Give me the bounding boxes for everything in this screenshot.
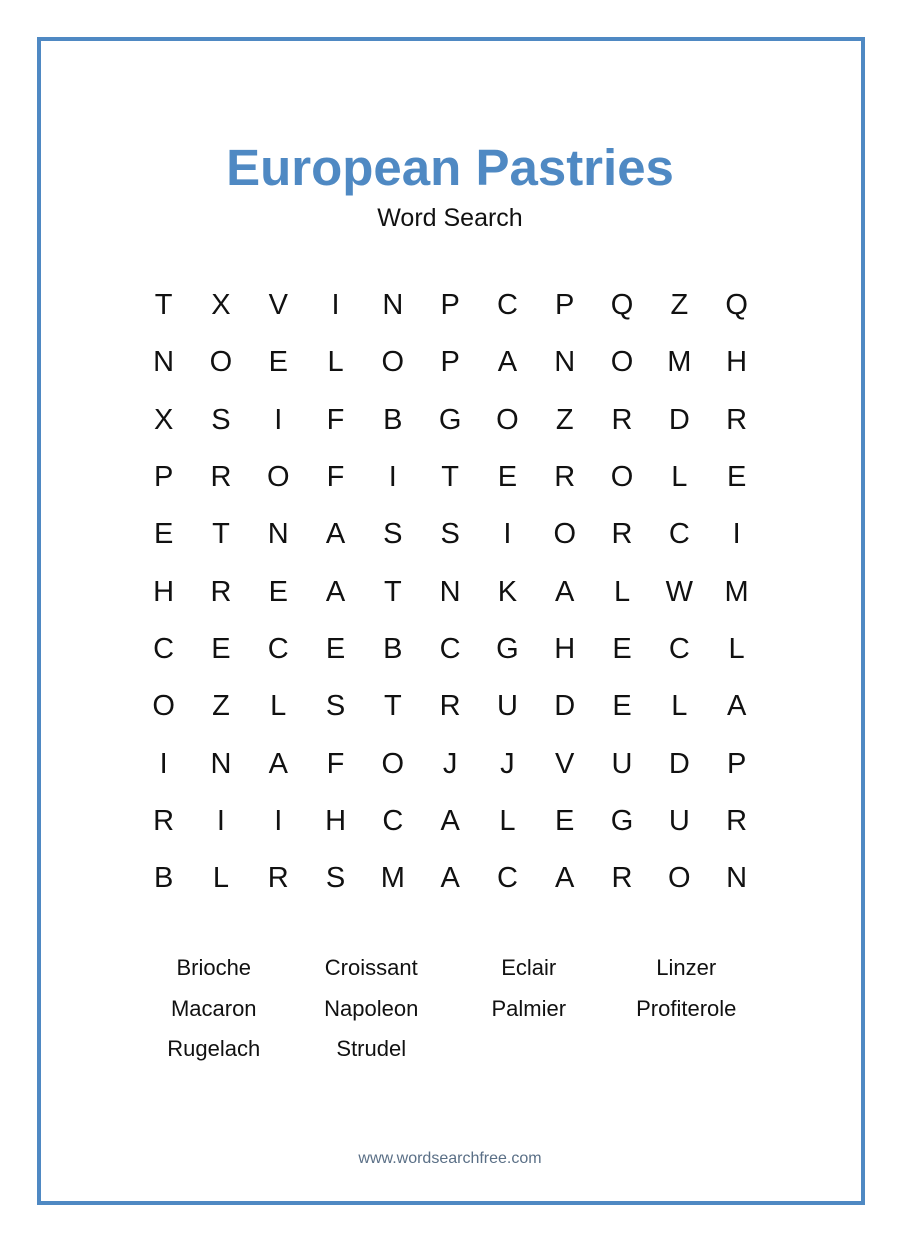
grid-cell: C <box>439 632 461 665</box>
grid-cell: E <box>268 575 288 608</box>
grid-cell: O <box>152 690 175 723</box>
grid-cell: S <box>383 518 403 551</box>
grid-cell: Q <box>725 289 748 322</box>
grid-cell: E <box>726 461 747 494</box>
grid-cell: R <box>611 518 633 551</box>
grid-cell: B <box>383 632 403 665</box>
grid-cell: O <box>496 403 519 436</box>
grid-cell: E <box>612 632 632 665</box>
grid-cell: W <box>665 575 693 608</box>
grid-cell: T <box>441 461 459 494</box>
grid-cell: Z <box>670 289 689 322</box>
grid-cell: J <box>500 747 515 780</box>
grid-cell: G <box>438 403 462 436</box>
grid-cell: O <box>610 461 634 494</box>
grid-cell: L <box>671 690 688 723</box>
grid-cell: M <box>380 862 405 895</box>
grid-cell: I <box>503 518 512 551</box>
word-list-item: Croissant <box>324 955 418 980</box>
grid-cell: M <box>667 346 692 379</box>
grid-cell: E <box>325 632 346 665</box>
grid-cell: P <box>153 461 174 494</box>
word-list-item: Palmier <box>491 995 567 1021</box>
grid-cell: X <box>153 403 174 436</box>
grid-cell: B <box>383 403 403 436</box>
word-list-item: Strudel <box>336 1036 407 1061</box>
grid-cell: Q <box>610 289 634 322</box>
grid-cell: E <box>153 518 174 551</box>
grid-cell: I <box>732 518 741 551</box>
grid-cell: N <box>554 346 576 379</box>
grid-cell: V <box>555 747 575 780</box>
grid-cell: U <box>668 804 690 837</box>
grid-cell: B <box>153 862 174 895</box>
grid-cell: Z <box>212 690 230 723</box>
grid-cell: O <box>381 747 405 780</box>
grid-cell: U <box>496 690 518 723</box>
grid-cell: T <box>383 690 402 723</box>
grid-cell: R <box>611 862 633 895</box>
grid-cell: Z <box>555 403 574 436</box>
grid-cell: D <box>554 690 576 723</box>
grid-cell: L <box>671 461 688 494</box>
grid-cell: G <box>496 632 519 665</box>
grid-cell: I <box>216 804 225 837</box>
grid-cell: N <box>726 862 748 895</box>
grid-cell: H <box>153 575 175 608</box>
word-list-item: Eclair <box>501 955 557 980</box>
grid-cell: S <box>325 690 346 723</box>
grid-cell: H <box>726 346 748 379</box>
grid-cell: E <box>612 690 632 723</box>
grid-cell: R <box>439 690 461 723</box>
grid-cell: N <box>267 518 289 551</box>
grid-cell: P <box>440 346 460 379</box>
grid-cell: L <box>212 862 230 895</box>
grid-cell: A <box>440 804 460 837</box>
word-list-item: Macaron <box>170 995 257 1021</box>
grid-cell: E <box>555 804 575 837</box>
grid-cell: R <box>611 403 633 436</box>
grid-cell: T <box>154 289 173 322</box>
page-subtitle: Word Search <box>377 204 523 232</box>
grid-cell: A <box>726 690 747 723</box>
grid-cell: E <box>268 346 288 379</box>
grid-cell: S <box>325 862 346 895</box>
grid-cell: D <box>668 747 690 780</box>
grid-cell: C <box>382 804 404 837</box>
grid-cell: T <box>212 518 230 551</box>
grid-cell: S <box>211 403 231 436</box>
word-list <box>135 948 765 1070</box>
grid-cell: C <box>496 862 518 895</box>
grid-cell: L <box>499 804 516 837</box>
grid-cell: L <box>613 575 631 608</box>
grid-cell: E <box>211 632 231 665</box>
grid-cell: I <box>331 289 340 322</box>
grid-cell: N <box>210 747 232 780</box>
grid-cell: P <box>440 289 460 322</box>
grid-cell: R <box>210 461 232 494</box>
grid-cell: C <box>267 632 289 665</box>
word-list-item: Napoleon <box>324 995 419 1021</box>
grid-cell: R <box>210 575 232 608</box>
grid-cell: F <box>326 747 345 780</box>
grid-cell: V <box>268 289 288 322</box>
letter-grid <box>135 277 765 907</box>
grid-cell: A <box>440 862 460 895</box>
grid-cell: C <box>668 632 690 665</box>
grid-cell: R <box>726 804 748 837</box>
grid-cell: L <box>270 690 287 723</box>
grid-cell: N <box>382 289 404 322</box>
grid-cell: N <box>439 575 461 608</box>
footer-url: www.wordsearchfree.com <box>358 1150 542 1167</box>
grid-cell: O <box>266 461 290 494</box>
grid-cell: A <box>555 862 575 895</box>
word-list-item: Profiterole <box>636 995 737 1021</box>
grid-cell: A <box>555 575 575 608</box>
grid-cell: D <box>668 403 690 436</box>
grid-cell: G <box>610 804 634 837</box>
grid-cell: A <box>325 518 346 551</box>
grid-cell: K <box>497 575 518 608</box>
grid-cell: C <box>153 632 175 665</box>
grid-cell: R <box>554 461 576 494</box>
grid-cell: H <box>325 804 347 837</box>
grid-cell: O <box>610 346 634 379</box>
grid-cell: M <box>724 575 749 608</box>
grid-cell: O <box>553 518 576 551</box>
grid-cell: N <box>153 346 175 379</box>
grid-cell: F <box>326 461 345 494</box>
page-title: European Pastries <box>226 139 674 196</box>
grid-cell: X <box>211 289 231 322</box>
grid-cell: A <box>325 575 346 608</box>
grid-cell: I <box>388 461 397 494</box>
grid-cell: I <box>274 804 283 837</box>
word-list-item: Linzer <box>656 955 717 980</box>
word-list-item: Brioche <box>176 955 252 980</box>
grid-cell: I <box>274 403 283 436</box>
grid-cell: P <box>726 747 747 780</box>
grid-cell: C <box>668 518 690 551</box>
grid-cell: P <box>555 289 575 322</box>
word-list-item: Rugelach <box>167 1036 261 1061</box>
grid-cell: R <box>153 804 175 837</box>
grid-cell: R <box>726 403 748 436</box>
grid-cell: L <box>327 346 344 379</box>
grid-cell: R <box>267 862 289 895</box>
grid-cell: A <box>497 346 518 379</box>
grid-cell: F <box>326 403 345 436</box>
grid-cell: T <box>383 575 402 608</box>
grid-cell: U <box>611 747 633 780</box>
grid-cell: I <box>159 747 168 780</box>
grid-cell: A <box>268 747 288 780</box>
grid-cell: O <box>381 346 405 379</box>
grid-cell: O <box>209 346 233 379</box>
grid-cell: L <box>728 632 745 665</box>
grid-cell: S <box>440 518 460 551</box>
grid-cell: C <box>496 289 518 322</box>
grid-cell: O <box>668 862 691 895</box>
grid-cell: H <box>554 632 576 665</box>
grid-cell: J <box>442 747 458 780</box>
grid-cell: E <box>497 461 518 494</box>
